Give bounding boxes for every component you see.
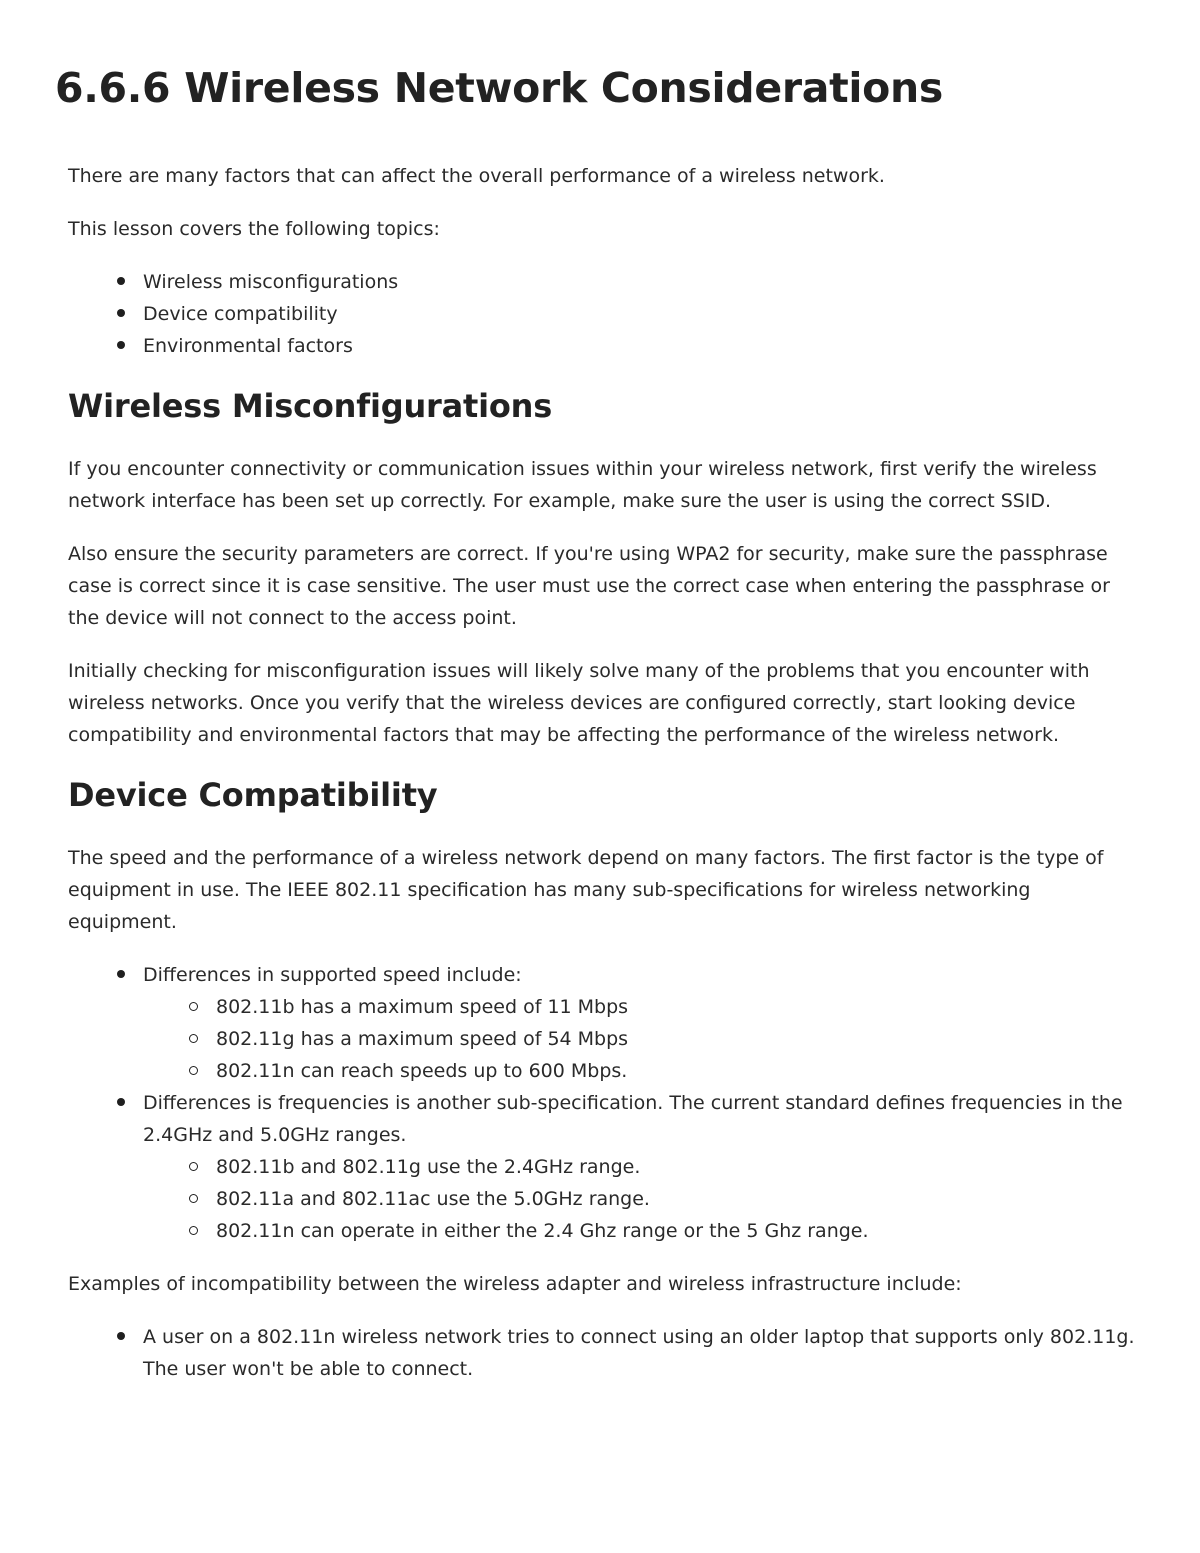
topics-lead-paragraph: This lesson covers the following topics: [68,218,440,240]
list-item [143,1087,1138,1247]
sub-list-item: 802.11n can reach speeds up to 600 Mbps. [216,1055,1138,1087]
list-item [143,959,1138,1087]
list-item-text: Differences is frequencies is another sub-specification. The current standard defines frequencies in the 2.4GHz and 5.0GHz ranges. [143,1092,1123,1146]
list-item: A user on a 802.11n wireless network tries to connect using an older laptop that supports only 802.11g. The user won't be able to connect. [143,1321,1138,1385]
paragraph: Examples of incompatibility between the wireless adapter and wireless infrastructure include: [68,1273,962,1295]
sub-list-item: 802.11b and 802.11g use the 2.4GHz range. [216,1151,1138,1183]
list-item-text: Differences in supported speed include: [143,964,522,986]
section-heading-misconfigurations: Wireless Misconfigurations [68,387,553,425]
list-item: Wireless misconfigurations [143,266,1138,298]
list-item: Device compatibility [143,298,1138,330]
list-item: Environmental factors [143,330,1138,362]
examples-list [68,1321,1138,1385]
paragraph: If you encounter connectivity or communication issues within your wireless network, first verify the wireless network interface has been set up correctly. For example, make sure the user is using the correct SSID. [68,458,1097,512]
intro-paragraph: There are many factors that can affect the overall performance of a wireless network. [68,165,885,187]
sub-list-item: 802.11n can operate in either the 2.4 Ghz range or the 5 Ghz range. [216,1215,1138,1247]
sub-list [143,991,1138,1087]
paragraph: Also ensure the security parameters are correct. If you're using WPA2 for security, make sure the passphrase case is correct since it is case sensitive. The user must use the correct case when entering the passphrase or the device will not connect to the access point. [68,543,1110,629]
section-heading-device-compatibility: Device Compatibility [68,776,438,814]
sub-list-item: 802.11a and 802.11ac use the 5.0GHz range. [216,1183,1138,1215]
paragraph: Initially checking for misconfiguration issues will likely solve many of the problems that you encounter with wireless networks. Once you verify that the wireless devices are configured correctly, start looking device compatibility and environmental factors that may be affecting the performance of the wireless network. [68,660,1090,746]
sub-list [143,1151,1138,1247]
paragraph: The speed and the performance of a wireless network depend on many factors. The first factor is the type of equipment in use. The IEEE 802.11 specification has many sub-specifications for wireless networking equipment. [68,847,1104,933]
lesson-content [68,160,1138,1406]
page-title: 6.6.6 Wireless Network Considerations [55,64,944,112]
sub-list-item: 802.11b has a maximum speed of 11 Mbps [216,991,1138,1023]
differences-list [68,959,1138,1247]
topics-list [68,266,1138,362]
sub-list-item: 802.11g has a maximum speed of 54 Mbps [216,1023,1138,1055]
